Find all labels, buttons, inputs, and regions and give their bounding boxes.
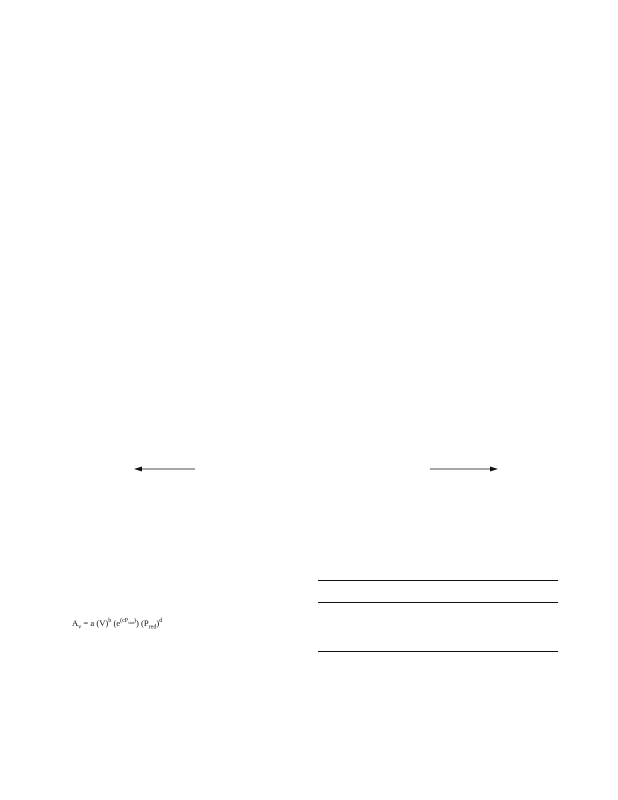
table-header-cell: [318, 586, 345, 597]
table-header-cell: [451, 586, 504, 597]
right-arrowhead: [490, 467, 498, 472]
left-arrowhead: [134, 467, 142, 472]
equation: $A_v = a$ $(V)^b$ $(e^{(cP_{stat})})$ $(P_{red})^d$: [72, 618, 163, 631]
table-header-cell: [345, 586, 398, 597]
table-header-row: [318, 586, 558, 597]
table-bottom-rule: [318, 651, 558, 652]
table-header-cell: [398, 586, 451, 597]
table-top-rule: [318, 580, 558, 581]
table-header-cell: [505, 586, 558, 597]
coefficients-table: [318, 586, 558, 606]
